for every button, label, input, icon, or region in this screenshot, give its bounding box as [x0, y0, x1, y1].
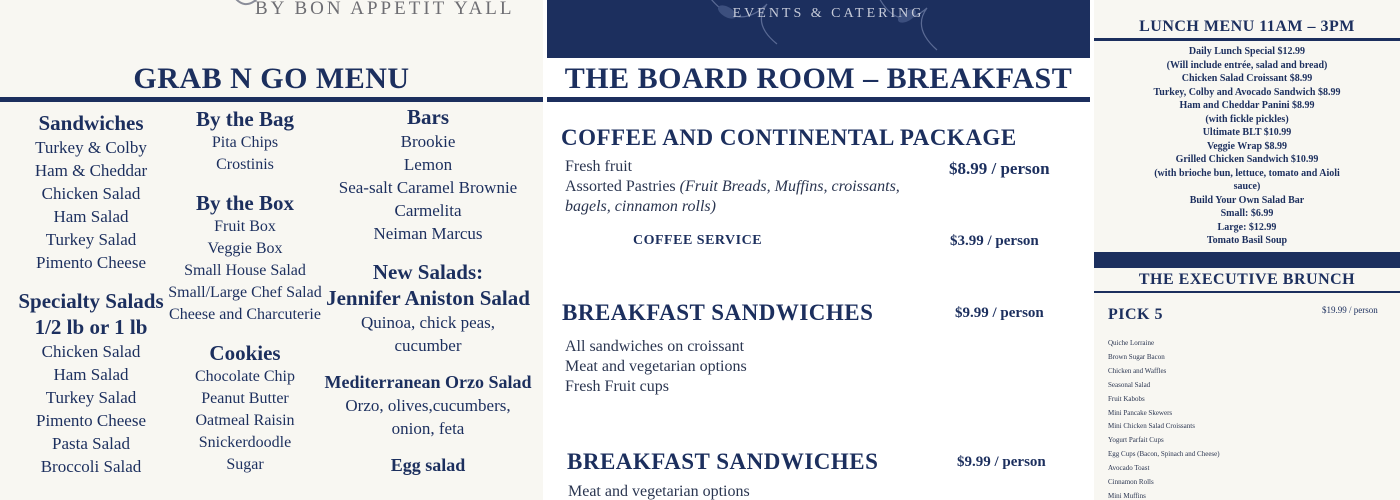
brunch-item: Quiche Lorraine	[1108, 339, 1155, 347]
breakfast-sandwiches-heading-2: BREAKFAST SANDWICHES	[567, 449, 879, 474]
specialty-item: Turkey Salad	[45, 388, 137, 407]
cookies-heading: Cookies	[209, 341, 281, 365]
bag-item: Crostinis	[216, 156, 274, 173]
box-item: Cheese and Charcuterie	[169, 306, 321, 323]
lunch-item: Grilled Chicken Sandwich $10.99	[1175, 154, 1319, 165]
cookie-item: Snickerdoodle	[198, 434, 292, 451]
salad-description: Quinoa, chick peas,	[360, 313, 496, 332]
bar-item: Lemon	[403, 155, 453, 174]
events-catering-label: EVENTS & CATERING	[732, 6, 925, 21]
brunch-price: $19.99 / person	[1322, 305, 1378, 315]
lunch-item: Chicken Salad Croissant $8.99	[1181, 73, 1313, 84]
lunch-brunch-panel	[1094, 0, 1400, 500]
sandwich-item: Ham & Cheddar	[34, 161, 148, 180]
board-room-title: THE BOARD ROOM – BREAKFAST	[564, 62, 1073, 95]
executive-brunch-title: THE EXECUTIVE BRUNCH	[1138, 271, 1356, 288]
sandwich-item: Turkey Salad	[45, 230, 137, 249]
box-item: Fruit Box	[214, 218, 276, 235]
column-snacks	[158, 106, 332, 476]
sandwich-detail: All sandwiches on croissant	[565, 338, 745, 355]
by-the-bag-heading: By the Bag	[195, 107, 294, 131]
package-pastries-detail: bagels, cinnamon rolls)	[565, 198, 716, 215]
brunch-item: Avocado Toast	[1108, 464, 1150, 473]
specialty-item: Ham Salad	[53, 365, 129, 384]
lunch-item: (with fickle pickles)	[1205, 113, 1289, 125]
cookie-item: Oatmeal Raisin	[195, 412, 295, 429]
specialty-salads-heading: Specialty Salads	[18, 289, 164, 313]
lunch-item: Ultimate BLT $10.99	[1202, 127, 1292, 138]
lunch-item: (with brioche bun, lettuce, tomato and Aioli	[1154, 167, 1340, 179]
coffee-service-price: $3.99 / person	[950, 233, 1039, 249]
sandwich-detail: Meat and vegetarian options	[565, 358, 747, 375]
sandwich-item: Chicken Salad	[41, 184, 141, 203]
mediterranean-orzo-salad: Mediterranean Orzo Salad	[324, 372, 532, 392]
bar-item: Sea-salt Caramel Brownie	[338, 178, 518, 197]
sandwich-detail: Fresh Fruit cups	[565, 378, 669, 395]
breakfast-sandwiches-price-2: $9.99 / person	[957, 454, 1046, 470]
cookie-item: Sugar	[226, 456, 264, 473]
coffee-service-label: COFFEE SERVICE	[633, 233, 763, 248]
lunch-item: Ham and Cheddar Panini $8.99	[1179, 100, 1315, 111]
brunch-item: Yogurt Parfait Cups	[1108, 436, 1164, 445]
bar-item: Carmelita	[394, 201, 462, 220]
box-item: Small/Large Chef Salad	[168, 284, 322, 301]
brunch-item: Mini Pancake Skewers	[1108, 408, 1173, 417]
brunch-items	[1108, 337, 1220, 500]
lunch-menu-title: LUNCH MENU 11AM – 3PM	[1139, 18, 1355, 35]
brunch-item: Chicken and Waffles	[1108, 366, 1167, 375]
brunch-item: Fruit Kabobs	[1108, 394, 1145, 403]
egg-salad: Egg salad	[390, 455, 466, 475]
board-room-panel	[547, 0, 1090, 500]
package-line	[565, 197, 905, 217]
pick-five-label: PICK 5	[1108, 306, 1163, 323]
specialty-item: Pasta Salad	[52, 434, 130, 453]
salad-description: cucumber	[394, 336, 462, 355]
lunch-item: (Will include entrée, salad and bread)	[1166, 59, 1328, 71]
box-item: Veggie Box	[207, 240, 283, 257]
lunch-item: sauce)	[1233, 181, 1261, 192]
lunch-divider	[1094, 38, 1400, 41]
salad-description: Orzo, olives,cucumbers,	[345, 396, 511, 415]
sandwich-detail: Meat and vegetarian options	[568, 483, 750, 500]
package-line: Fresh fruit	[565, 158, 633, 175]
lunch-item: Veggie Wrap $8.99	[1206, 140, 1288, 152]
column-sandwiches	[0, 110, 182, 478]
brunch-item: Brown Sugar Bacon	[1108, 352, 1165, 361]
coffee-package-price: $8.99 / person	[949, 159, 1050, 178]
title-divider	[547, 97, 1090, 102]
breakfast-sandwiches-details	[565, 337, 747, 397]
new-salads-heading: New Salads:	[372, 260, 484, 284]
lunch-item: Tomato Basil Soup	[1206, 235, 1288, 246]
brunch-divider	[1094, 291, 1400, 293]
specialty-salads-size: 1/2 lb or 1 lb	[34, 315, 148, 339]
bag-item: Pita Chips	[211, 134, 279, 151]
breakfast-sandwiches-price: $9.99 / person	[955, 305, 1044, 321]
cookie-item: Chocolate Chip	[195, 368, 295, 385]
brunch-item: Mini Muffins	[1108, 491, 1146, 500]
grab-n-go-panel	[0, 0, 543, 500]
brand-tagline: BY BON APPETIT YALL	[255, 0, 515, 19]
package-pastries-detail: (Fruit Breads, Muffins, croissants,	[679, 178, 900, 195]
by-the-box-heading: By the Box	[195, 191, 294, 215]
lunch-item: Daily Lunch Special $12.99	[1188, 46, 1306, 57]
section-band	[1094, 252, 1400, 268]
coffee-package-heading: COFFEE AND CONTINENTAL PACKAGE	[561, 125, 1017, 150]
sandwich-item: Turkey & Colby	[35, 138, 147, 157]
column-bars-salads	[324, 104, 532, 477]
specialty-item: Chicken Salad	[41, 342, 141, 361]
package-pastries: Assorted Pastries	[565, 178, 676, 195]
brunch-item: Egg Cups (Bacon, Spinach and Cheese)	[1108, 450, 1220, 459]
sandwiches-heading: Sandwiches	[38, 111, 144, 135]
jennifer-aniston-salad: Jennifer Aniston Salad	[326, 286, 530, 310]
brunch-item: Mini Chicken Salad Croissants	[1108, 422, 1195, 431]
box-item: Small House Salad	[184, 262, 306, 279]
grab-menu-title: GRAB N GO MENU	[133, 62, 410, 95]
sandwich-item: Pimento Cheese	[35, 253, 146, 272]
cookie-item: Peanut Butter	[201, 390, 289, 407]
brunch-item: Seasonal Salad	[1108, 380, 1151, 389]
bar-item: Neiman Marcus	[373, 224, 483, 243]
sandwich-item: Ham Salad	[53, 207, 129, 226]
brunch-item: Cinnamon Rolls	[1108, 478, 1154, 487]
title-divider	[0, 97, 543, 102]
specialty-item: Pimento Cheese	[35, 411, 146, 430]
breakfast-sandwiches-details-2	[568, 482, 750, 500]
specialty-item: Broccoli Salad	[40, 457, 142, 476]
bars-heading: Bars	[407, 105, 449, 129]
package-line	[565, 177, 905, 197]
lunch-items	[1094, 45, 1400, 248]
bar-item: Brookie	[400, 132, 456, 151]
lunch-item: Turkey, Colby and Avocado Sandwich $8.99	[1153, 86, 1341, 98]
lunch-item: Small: $6.99	[1220, 208, 1274, 219]
top-banner	[547, 0, 1090, 58]
salad-description: onion, feta	[391, 419, 465, 438]
lunch-item: Large: $12.99	[1217, 221, 1277, 233]
lunch-item: Build Your Own Salad Bar	[1189, 194, 1305, 206]
breakfast-sandwiches-heading: BREAKFAST SANDWICHES	[562, 300, 874, 325]
coffee-package-details	[565, 157, 905, 217]
